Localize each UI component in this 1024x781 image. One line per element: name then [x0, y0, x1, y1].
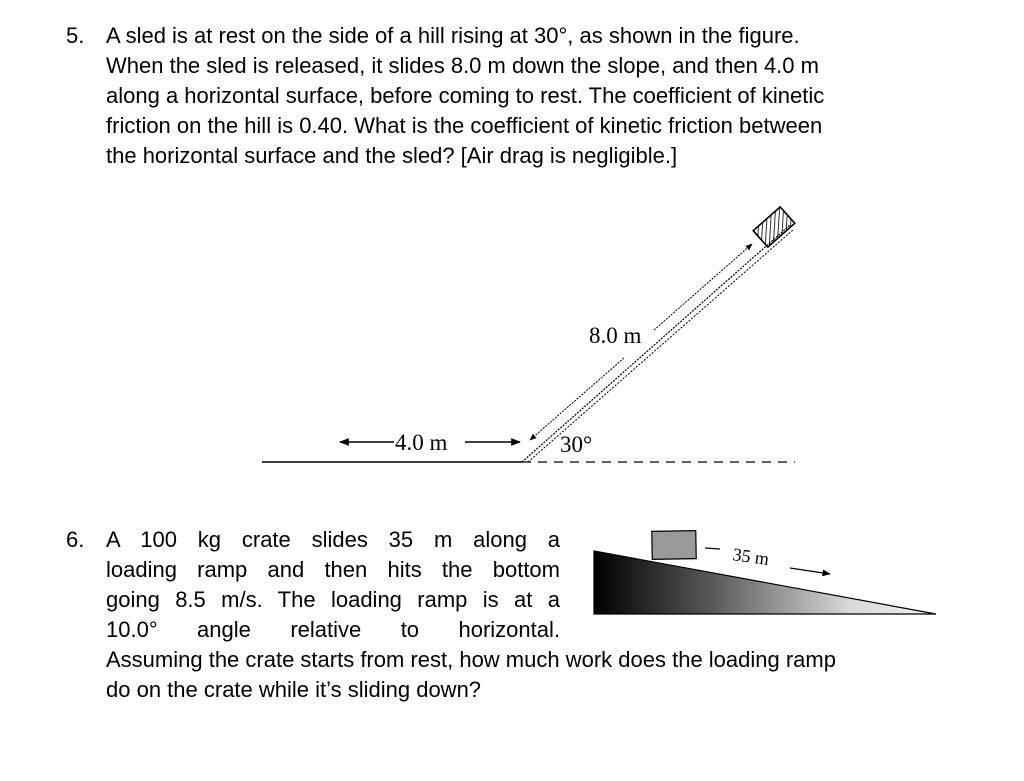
slope-length-label: 8.0 m — [589, 323, 642, 348]
distance-label: 35 m — [731, 544, 771, 570]
problem-5-line: When the sled is released, it slides 8.0 m down the slope, and then 4.0 m — [106, 53, 819, 78]
problem-6-line: A 100 kg crate slides 35 m along a — [106, 527, 560, 552]
distance-tick — [705, 548, 720, 549]
crate — [652, 531, 696, 560]
problem-5-line: the horizontal surface and the sled? [Air drag is negligible.] — [106, 143, 678, 168]
problem-5-line: friction on the hill is 0.40. What is the coefficient of kinetic friction between — [106, 113, 823, 138]
loading-ramp-figure — [580, 520, 960, 630]
sled-hill-figure — [0, 190, 1024, 490]
angle-label: 30° — [560, 432, 593, 457]
sled — [753, 207, 795, 247]
problem-6-line: 10.0° angle relative to horizontal. — [106, 617, 560, 642]
distance-arrow — [790, 568, 830, 574]
problem-6-number: 6. — [66, 527, 85, 552]
problem-6-line: Assuming the crate starts from rest, how much work does the loading ramp — [106, 647, 836, 672]
problem-6-line: do on the crate while it’s sliding down? — [106, 677, 482, 702]
slope-line — [522, 225, 790, 462]
slope-dimension-arrow-lower — [530, 358, 624, 440]
problem-5-text — [106, 21, 966, 171]
horizontal-length-label: 4.0 m — [395, 430, 448, 455]
problem-6-line: going 8.5 m/s. The loading ramp is at a — [106, 587, 560, 612]
problem-5-line: along a horizontal surface, before coming to rest. The coefficient of kinetic — [106, 83, 825, 108]
problem-5-number: 5. — [66, 23, 85, 48]
slope-dimension-arrow-upper — [654, 244, 752, 330]
problem-5-line: A sled is at rest on the side of a hill rising at 30°, as shown in the figure. — [106, 23, 800, 48]
slope-line-inner — [528, 229, 794, 462]
problem-6-line: loading ramp and then hits the bottom — [106, 557, 560, 582]
